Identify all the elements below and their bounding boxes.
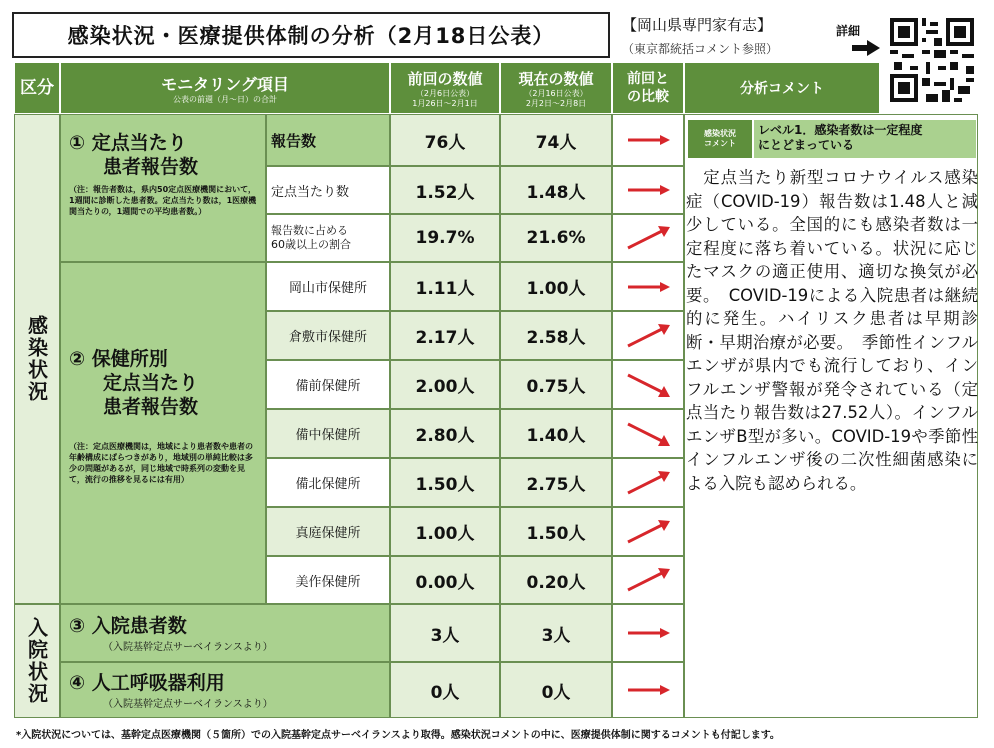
trend-arrow-down-icon <box>622 419 674 449</box>
prev-value-text: 1.50人 <box>415 475 475 495</box>
trend-cell <box>612 214 684 262</box>
trend-arrow-flat-icon <box>622 675 674 705</box>
prev-value <box>390 214 500 262</box>
row-label-bizen: 備前保健所 <box>266 360 390 409</box>
prev-value <box>390 360 500 409</box>
trend-cell <box>612 662 684 718</box>
curr-value-text: 74人 <box>535 132 577 153</box>
item-1-block: ① 定点当たり 患者報告数 （注：報告者数は，県内50定点医療機関において，1週間に診断した患者数。定点当たり数は，1医療機関当たりの，1週間での平均患者数。） <box>60 114 266 262</box>
prev-value <box>390 114 500 166</box>
trend-arrow-down-icon <box>622 370 674 400</box>
row-label-bihoku: 備北保健所 <box>266 458 390 507</box>
prev-value-text: 2.17人 <box>415 328 475 348</box>
item-4-block: ④ 人工呼吸器利用 （入院基幹定点サーベイランスより） <box>60 662 390 718</box>
prev-value-text: 3人 <box>430 625 460 646</box>
trend-arrow-up-icon <box>622 517 674 547</box>
prev-value <box>390 166 500 214</box>
header-compare: 前回と の比較 <box>612 62 684 114</box>
trend-arrow-up-icon <box>622 565 674 595</box>
prev-value-text: 2.80人 <box>415 426 475 446</box>
curr-value-text: 0.75人 <box>526 377 586 397</box>
trend-arrow-flat-icon <box>622 272 674 302</box>
header-category: 区分 <box>14 62 60 114</box>
curr-value-text: 1.00人 <box>526 279 586 299</box>
curr-value <box>500 114 612 166</box>
prev-value <box>390 311 500 360</box>
row-label-over60: 報告数に占める 60歳以上の割合 <box>266 214 390 262</box>
source-line-2: （東京都統括コメント参照） <box>622 42 779 56</box>
footer-note: *入院状況については、基幹定点医療機関（５箇所）での入院基幹定点サーベイランスより取得。感染状況コメントの中に、医療提供体制に関するコメントも付記します。 <box>16 730 780 741</box>
qr-code[interactable] <box>890 18 974 102</box>
trend-arrow-flat-icon <box>622 175 674 205</box>
prev-value <box>390 556 500 604</box>
curr-value-text: 0.20人 <box>526 572 586 593</box>
curr-value <box>500 507 612 556</box>
curr-value-text: 0人 <box>541 682 571 703</box>
trend-cell <box>612 262 684 311</box>
trend-cell <box>612 360 684 409</box>
level-badge: 感染状況 コメント <box>688 120 752 158</box>
curr-value <box>500 166 612 214</box>
prev-value <box>390 409 500 458</box>
trend-arrow-flat-icon <box>622 618 674 648</box>
trend-arrow-up-icon <box>622 468 674 498</box>
curr-value <box>500 311 612 360</box>
prev-value-text: 0人 <box>430 682 460 703</box>
trend-cell <box>612 409 684 458</box>
item-3-block: ③ 入院患者数 （入院基幹定点サーベイランスより） <box>60 604 390 662</box>
trend-cell <box>612 114 684 166</box>
prev-value-text: 0.00人 <box>415 572 475 593</box>
row-label-bichu: 備中保健所 <box>266 409 390 458</box>
item-2-block: ② 保健所別 定点当たり 患者報告数 （注：定点医療機関は，地域により患者数や患者の年齢構成にばらつきがあり，地域別の単純比較は多少の問題があるが，同じ地域で時系列の変動を見て，流行の推移を見るには有用） <box>60 262 266 604</box>
header-curr: 現在の数値 （2月16日公表） 2月2日～2月8日 <box>500 62 612 114</box>
curr-value <box>500 458 612 507</box>
trend-arrow-up-icon <box>622 223 674 253</box>
curr-value-text: 3人 <box>541 625 571 646</box>
prev-value <box>390 262 500 311</box>
header-analysis: 分析コメント <box>684 62 880 114</box>
curr-value-text: 2.75人 <box>526 475 586 495</box>
curr-value-text: 21.6% <box>526 228 586 248</box>
page-title: 感染状況・医療提供体制の分析（2月18日公表） <box>12 12 610 58</box>
arrow-right-icon <box>852 40 880 56</box>
prev-value-text: 2.00人 <box>415 377 475 397</box>
trend-cell <box>612 458 684 507</box>
trend-cell <box>612 556 684 604</box>
source-line-1: 【岡山県専門家有志】 <box>622 16 773 34</box>
trend-cell <box>612 604 684 662</box>
curr-value <box>500 214 612 262</box>
trend-arrow-flat-icon <box>622 125 674 155</box>
row-label-okayama: 岡山市保健所 <box>266 262 390 311</box>
curr-value <box>500 604 612 662</box>
trend-cell <box>612 507 684 556</box>
prev-value <box>390 458 500 507</box>
trend-arrow-up-icon <box>622 321 674 351</box>
curr-value <box>500 360 612 409</box>
trend-cell <box>612 166 684 214</box>
section-infection: 感染状況 <box>14 114 60 604</box>
curr-value-text: 1.48人 <box>526 182 586 203</box>
trend-cell <box>612 311 684 360</box>
analysis-comment: 定点当たり新型コロナウイルス感染症（COVID-19）報告数は1.48人と減少している。全国的にも感染者数は一定程度に落ち着いている。状況に応じたマスクの適正使用、適切な換気が必要。 COVID-19による入院患者は継続的に発生。ハイリスク患者は早期診断・早期治療が必要。 季節性インフルエンザが県内でも流行しており、インフルエンザ警報が発令されている（定点当たり報告数は27.52人）。インフルエンザB型が多い。COVID-19や季節性インフルエンザ後の二次性細菌感染による入院も認められる。 <box>686 168 978 493</box>
curr-value <box>500 556 612 604</box>
curr-value-text: 1.50人 <box>526 524 586 544</box>
prev-value <box>390 662 500 718</box>
detail-label: 詳細 <box>836 24 861 38</box>
header-prev: 前回の数値 （2月6日公表） 1月26日～2月1日 <box>390 62 500 114</box>
curr-value <box>500 262 612 311</box>
row-label-mimasaka: 美作保健所 <box>266 556 390 604</box>
level-text: レベル1．感染者数は一定程度 にとどまっている <box>754 120 976 158</box>
row-label-per-point: 定点当たり数 <box>266 166 390 214</box>
row-label-kurashiki: 倉敷市保健所 <box>266 311 390 360</box>
row-label-maniwa: 真庭保健所 <box>266 507 390 556</box>
curr-value-text: 2.58人 <box>526 328 586 348</box>
prev-value <box>390 507 500 556</box>
curr-value <box>500 409 612 458</box>
prev-value-text: 19.7% <box>415 228 475 248</box>
prev-value-text: 1.52人 <box>415 182 475 203</box>
row-label-reports: 報告数 <box>266 114 390 166</box>
prev-value-text: 76人 <box>424 132 466 153</box>
section-hospital: 入院状況 <box>14 604 60 718</box>
curr-value-text: 1.40人 <box>526 426 586 446</box>
curr-value <box>500 662 612 718</box>
prev-value <box>390 604 500 662</box>
header-monitoring: モニタリング項目 公表の前週（月～日）の合計 <box>60 62 390 114</box>
prev-value-text: 1.00人 <box>415 524 475 544</box>
prev-value-text: 1.11人 <box>415 279 475 299</box>
